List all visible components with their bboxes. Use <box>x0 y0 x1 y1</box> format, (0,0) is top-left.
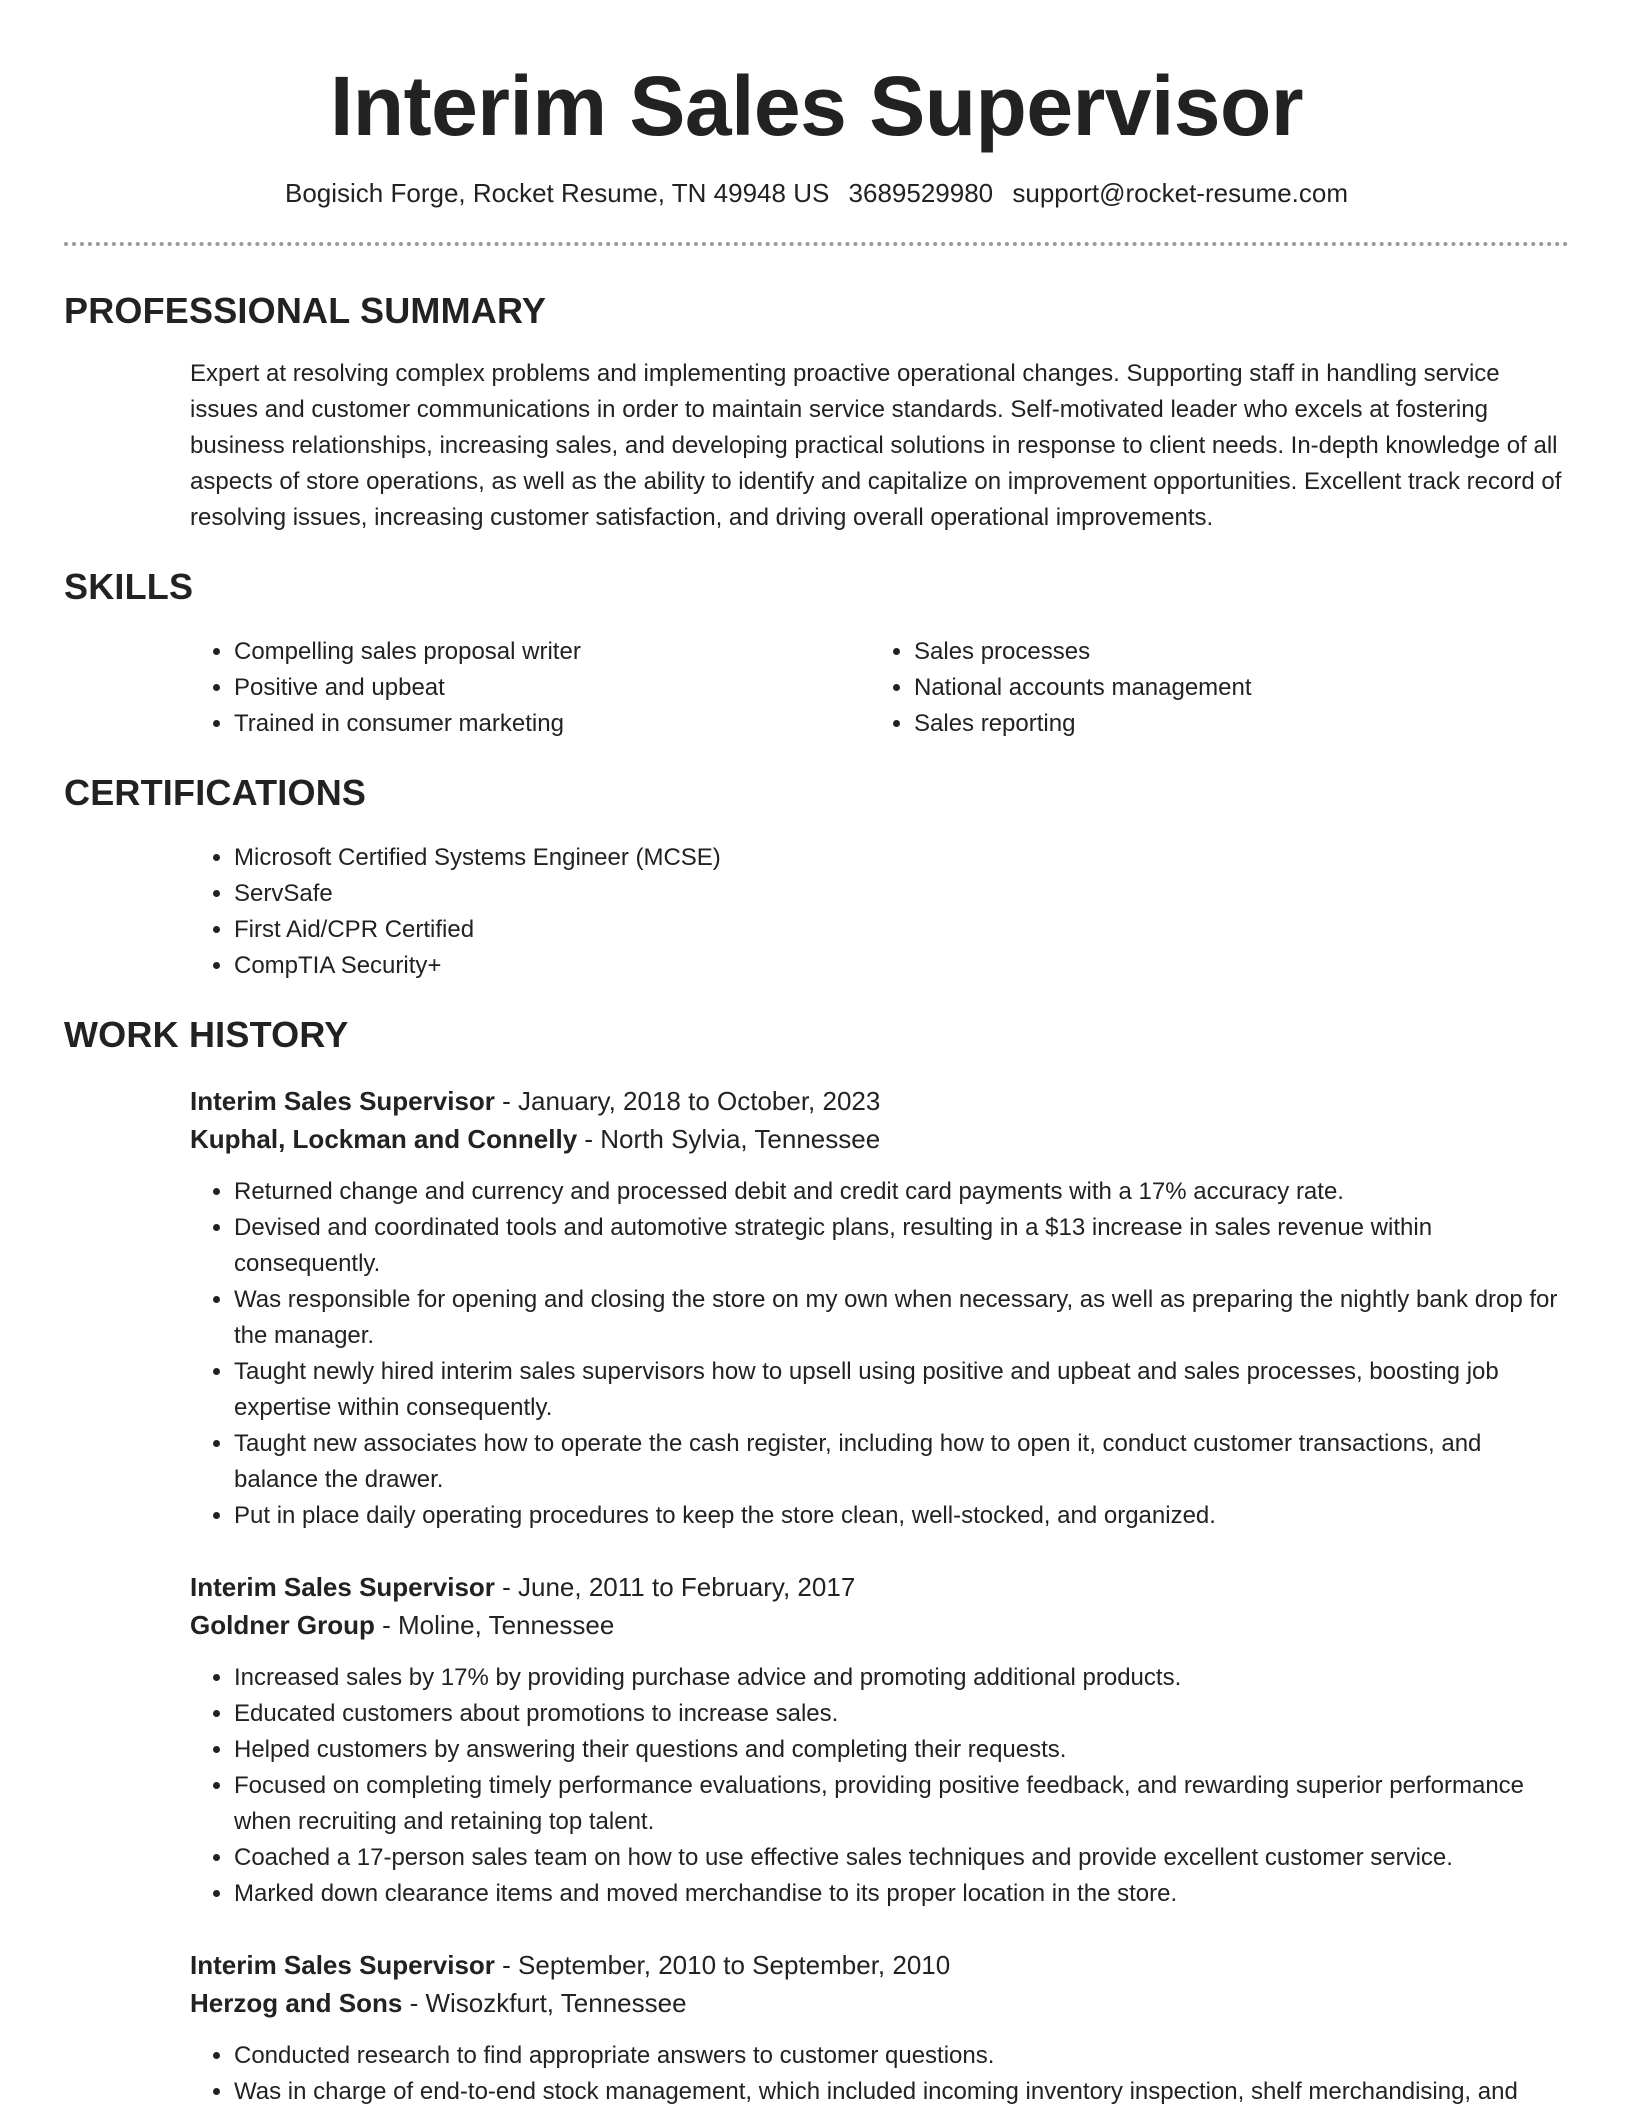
job-entry <box>190 1946 1569 2110</box>
contact-line <box>64 176 1569 210</box>
job-role: Interim Sales Supervisor <box>190 1086 495 1116</box>
job-bullet: • Coached a 17-person sales team on how to use effective sales techniques and provide excellent customer service. <box>234 1840 1569 1876</box>
job-location: - North Sylvia, Tennessee <box>577 1124 881 1154</box>
certifications-list <box>190 840 1569 984</box>
job-bullet: • Returned change and currency and processed debit and credit card payments with a 17% accuracy rate. <box>234 1174 1569 1210</box>
skills-heading: SKILLS <box>64 566 194 607</box>
job-title-line <box>190 1568 1569 1606</box>
job-company-line <box>190 1984 1569 2022</box>
job-bullets <box>190 1660 1569 1912</box>
job-location: - Moline, Tennessee <box>374 1610 615 1640</box>
skills-column-left <box>190 634 870 742</box>
job-title-line <box>190 1082 1569 1120</box>
resume-name: Interim Sales Supervisor <box>329 59 1304 153</box>
certifications-heading: CERTIFICATIONS <box>64 772 367 813</box>
job-company: Kuphal, Lockman and Connelly <box>190 1124 578 1154</box>
certifications-section <box>64 772 1569 984</box>
skill-item: • Compelling sales proposal writer <box>234 634 870 670</box>
job-bullet: • Devised and coordinated tools and automotive strategic plans, resulting in a $13 increase in sales revenue within consequently. <box>234 1210 1569 1282</box>
job-bullet: • Taught newly hired interim sales supervisors how to upsell using positive and upbeat and sales processes, boosting job expertise within consequently. <box>234 1354 1569 1426</box>
skill-item: • Positive and upbeat <box>234 670 870 706</box>
skill-item: • Sales processes <box>914 634 1550 670</box>
work-history-heading: WORK HISTORY <box>64 1014 349 1055</box>
skill-item: • Trained in consumer marketing <box>234 706 870 742</box>
job-title-line <box>190 1946 1569 1984</box>
job-entry <box>190 1568 1569 1912</box>
contact-address: Bogisich Forge, Rocket Resume, TN 49948 US <box>284 178 830 208</box>
skills-section <box>64 566 1569 742</box>
job-entry <box>190 1082 1569 1534</box>
job-company: Goldner Group <box>190 1610 375 1640</box>
job-bullet: • Put in place daily operating procedures to keep the store clean, well-stocked, and organized. <box>234 1498 1569 1534</box>
job-bullet: • Conducted research to find appropriate answers to customer questions. <box>234 2038 1569 2074</box>
skills-column-right <box>870 634 1550 742</box>
contact-phone: 3689529980 <box>848 178 994 208</box>
certification-item: • Microsoft Certified Systems Engineer (MCSE) <box>234 840 1569 876</box>
job-role: Interim Sales Supervisor <box>190 1950 495 1980</box>
work-history-section <box>64 1014 1569 2110</box>
contact-email: support@rocket-resume.com <box>1012 178 1349 208</box>
skill-item: • Sales reporting <box>914 706 1550 742</box>
summary-text: Expert at resolving complex problems and implementing proactive operational changes. Supporting staff in handling service issues and customer communications in order to maintain service standards. Self-motivated leader who excels at fostering business relationships, increasing sales, and developing practical solutions in response to client needs. In-depth knowledge of all aspects of store operations, as well as the ability to identify and capitalize on improvement opportunities. Excellent track record of resolving issues, increasing customer satisfaction, and driving overall operational improvements. <box>190 360 1562 531</box>
job-bullet: • Was responsible for opening and closing the store on my own when necessary, as well as preparing the nightly bank drop for the manager. <box>234 1282 1569 1354</box>
certification-item: • CompTIA Security+ <box>234 948 1569 984</box>
job-dates: - January, 2018 to October, 2023 <box>494 1086 881 1116</box>
job-bullets <box>190 2038 1569 2110</box>
job-dates: - June, 2011 to February, 2017 <box>494 1572 856 1602</box>
job-bullet: • Was in charge of end-to-end stock management, which included incoming inventory inspection, shelf merchandising, and <box>234 2074 1569 2110</box>
job-bullet: • Taught new associates how to operate the cash register, including how to open it, conduct customer transactions, and balance the drawer. <box>234 1426 1569 1498</box>
job-dates: - September, 2010 to September, 2010 <box>494 1950 951 1980</box>
job-company-line <box>190 1606 1569 1644</box>
job-role: Interim Sales Supervisor <box>190 1572 495 1602</box>
skills-grid <box>190 634 1569 742</box>
job-bullet: • Increased sales by 17% by providing purchase advice and promoting additional products. <box>234 1660 1569 1696</box>
certification-item: • ServSafe <box>234 876 1569 912</box>
job-bullet: • Helped customers by answering their questions and completing their requests. <box>234 1732 1569 1768</box>
job-bullet: • Educated customers about promotions to increase sales. <box>234 1696 1569 1732</box>
job-company-line <box>190 1120 1569 1158</box>
job-bullets <box>190 1174 1569 1534</box>
job-bullet: • Marked down clearance items and moved merchandise to its proper location in the store. <box>234 1876 1569 1912</box>
summary-heading: PROFESSIONAL SUMMARY <box>64 290 547 331</box>
job-location: - Wisozkfurt, Tennessee <box>402 1988 687 2018</box>
header-divider <box>64 242 1569 246</box>
job-company: Herzog and Sons <box>190 1988 403 2018</box>
job-bullet: • Focused on completing timely performance evaluations, providing positive feedback, and rewarding superior performance when recruiting and retaining top talent. <box>234 1768 1569 1840</box>
skill-item: • National accounts management <box>914 670 1550 706</box>
summary-section <box>64 290 1569 536</box>
certification-item: • First Aid/CPR Certified <box>234 912 1569 948</box>
resume-page <box>64 0 1569 2110</box>
